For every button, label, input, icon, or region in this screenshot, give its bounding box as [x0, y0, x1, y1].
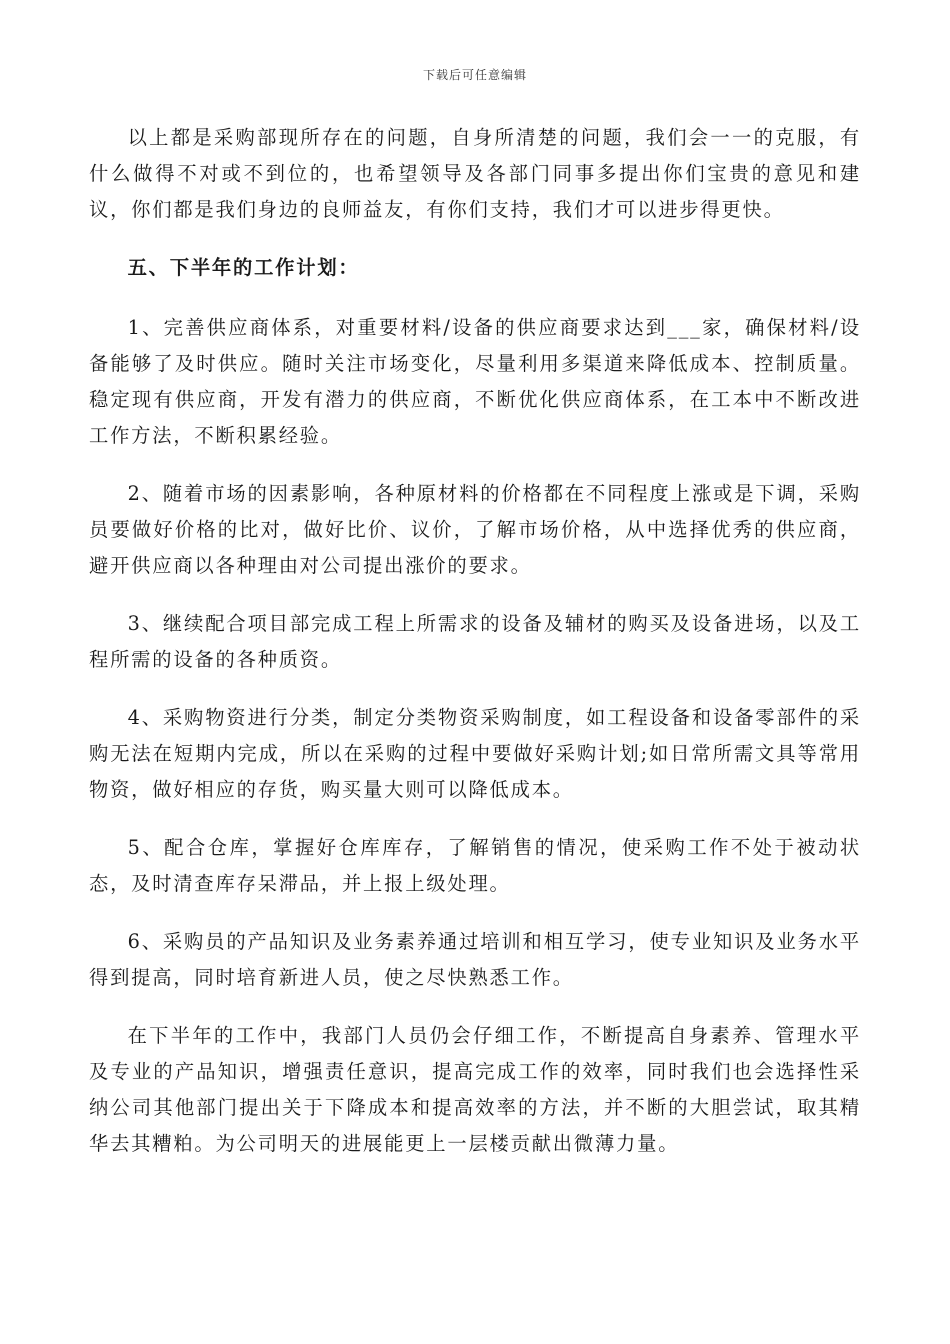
paragraph-conclusion: 在下半年的工作中，我部门人员仍会仔细工作，不断提高自身素养、管理水平及专业的产品知识，增强责任意识，提高完成工作的效率，同时我们也会选择性采纳公司其他部门提出关于下降成本和提高效率的方法，并不断的大胆尝试，取其精华去其糟粕。为公司明天的进展能更上一层楼贡献出微薄力量。	[89, 1024, 861, 1155]
plan-item-6: 6、采购员的产品知识及业务素养通过培训和相互学习，使专业知识及业务水平得到提高，同时培育新进人员，使之尽快熟悉工作。	[89, 930, 861, 989]
plan-item-4: 4、采购物资进行分类，制定分类物资采购制度，如工程设备和设备零部件的采购无法在短期内完成，所以在采购的过程中要做好采购计划;如日常所需文具等常用物资，做好相应的存货，购买量大则可以降低成本。	[89, 706, 861, 801]
section-heading-plan: 五、下半年的工作计划：	[127, 256, 360, 279]
document-body	[89, 120, 861, 1184]
paragraph-issues-summary: 以上都是采购部现所存在的问题，自身所清楚的问题，我们会一一的克服，有什么做得不对或不到位的，也希望领导及各部门同事多提出你们宝贵的意见和建议，你们都是我们身边的良师益友，有你们支持，我们才可以进步得更快。	[89, 126, 861, 221]
plan-item-5: 5、配合仓库，掌握好仓库库存，了解销售的情况，使采购工作不处于被动状态，及时清查库存呆滞品，并上报上级处理。	[89, 836, 861, 895]
plan-item-3: 3、继续配合项目部完成工程上所需求的设备及辅材的购买及设备进场，以及工程所需的设备的各种质资。	[89, 612, 861, 671]
plan-item-2: 2、随着市场的因素影响，各种原材料的价格都在不同程度上涨或是下调，采购员要做好价格的比对，做好比价、议价，了解市场价格，从中选择优秀的供应商，避开供应商以各种理由对公司提出涨价的要求。	[89, 482, 861, 577]
plan-item-1: 1、完善供应商体系，对重要材料/设备的供应商要求达到___家，确保材料/设备能够了及时供应。随时关注市场变化，尽量利用多渠道来降低成本、控制质量。稳定现有供应商，开发有潜力的供应商，不断优化供应商体系，在工本中不断改进工作方法，不断积累经验。	[89, 316, 861, 447]
header-note: 下载后可任意编辑	[422, 68, 527, 82]
